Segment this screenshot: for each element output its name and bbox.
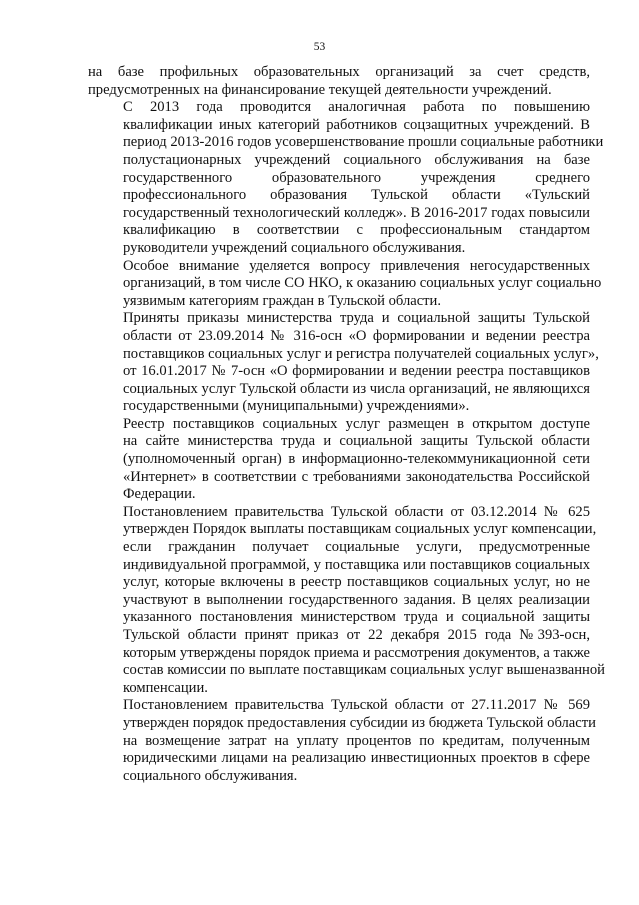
text-line: утвержден порядок предоставления субсидии из бюджета Тульской области bbox=[123, 714, 596, 731]
body-text bbox=[88, 64, 605, 785]
text-line: утвержден Порядок выплаты поставщикам социальных услуг компенсации, bbox=[123, 521, 597, 538]
text-line: услуг, которые включены в реестр поставщиков социальных услуг, но не bbox=[123, 574, 590, 591]
text-line: которым утверждены порядок приема и рассмотрения документов, а также bbox=[123, 644, 591, 661]
text-line: Особое внимание уделяется вопросу привлечения негосударственных bbox=[123, 257, 590, 274]
text-line: на возмещение затрат на уплату процентов по кредитам, полученным bbox=[123, 732, 590, 749]
text-line: организаций, в том числе СО НКО, к оказанию социальных услуг социально bbox=[123, 275, 602, 292]
text-line: государственными (муниципальными) учреждениями». bbox=[123, 398, 470, 415]
paragraph bbox=[88, 257, 602, 311]
text-line: поставщиков социальных услуг и регистра получателей социальных услуг», bbox=[123, 345, 599, 362]
text-line: Постановлением правительства Тульской области от 03.12.2014 № 625 bbox=[123, 503, 590, 520]
paragraph bbox=[88, 416, 590, 504]
text-line: компенсации. bbox=[123, 679, 208, 696]
text-line: «Интернет» в соответствии с требованиями законодательства Российской bbox=[123, 468, 590, 485]
text-line: на базе профильных образовательных организаций за счет средств, bbox=[88, 64, 590, 80]
paragraph bbox=[88, 99, 604, 257]
text-line: квалификации иных категорий работников соцзащитных учреждений. В bbox=[123, 116, 590, 133]
text-line: на сайте министерства труда и социальной защиты Тульской области bbox=[123, 433, 590, 450]
text-line: Тульской области принят приказ от 22 декабря 2015 года №393-осн, bbox=[123, 627, 590, 643]
text-line: указанного постановления министерством труда и социальной защиты bbox=[123, 609, 590, 626]
paragraph bbox=[88, 503, 605, 698]
paragraph bbox=[88, 64, 590, 99]
paragraph bbox=[88, 310, 599, 416]
text-line: предусмотренных на финансирование текущей деятельности учреждений. bbox=[88, 81, 552, 98]
text-line: государственный технологический колледж». В 2016-2017 годах повысили bbox=[123, 204, 590, 221]
paragraph bbox=[88, 697, 596, 785]
text-line: период 2013-2016 годов усовершенствование прошли социальные работники bbox=[123, 134, 604, 151]
page-number: 53 bbox=[313, 41, 326, 53]
text-line: Приняты приказы министерства труда и социальной защиты Тульской bbox=[123, 310, 590, 327]
text-line: Федерации. bbox=[123, 486, 196, 503]
text-line: социального обслуживания. bbox=[123, 767, 298, 784]
text-line: С 2013 года проводится аналогичная работа по повышению bbox=[123, 99, 590, 116]
text-line: полустационарных учреждений социального обслуживания на базе bbox=[123, 151, 590, 168]
text-line: уязвимым категориям граждан в Тульской области. bbox=[123, 292, 442, 309]
text-line: (уполномоченный орган) в информационно-телекоммуникационной сети bbox=[123, 451, 590, 468]
text-line: состав комиссии по выплате поставщикам социальных услуг вышеназванной bbox=[123, 662, 605, 679]
text-line: участвуют в выполнении государственного задания. В целях реализации bbox=[123, 591, 590, 608]
text-line: индивидуальной программой, у поставщика или поставщиков социальных bbox=[123, 556, 590, 573]
text-line: квалификацию в соответствии с профессиональным стандартом bbox=[123, 222, 590, 239]
text-line: от 16.01.2017 № 7-осн «О формировании и ведении реестра поставщиков bbox=[123, 363, 590, 380]
text-line: руководители учреждений социального обслуживания. bbox=[123, 239, 466, 256]
text-line: профессионального образования Тульской области «Тульский bbox=[123, 187, 590, 204]
text-line: Реестр поставщиков социальных услуг размещен в открытом доступе bbox=[123, 415, 590, 432]
text-line: государственного образовательного учреждения среднего bbox=[123, 169, 590, 186]
text-line: социальных услуг Тульской области из числа организаций, не являющихся bbox=[123, 380, 590, 397]
text-line: если гражданин получает социальные услуги, предусмотренные bbox=[123, 539, 590, 556]
text-line: юридическими лицами на реализацию инвестиционных проектов в сфере bbox=[123, 750, 590, 767]
text-line: области от 23.09.2014 № 316-осн «О формировании и ведении реестра bbox=[123, 327, 590, 344]
text-line: Постановлением правительства Тульской области от 27.11.2017 № 569 bbox=[123, 697, 590, 714]
